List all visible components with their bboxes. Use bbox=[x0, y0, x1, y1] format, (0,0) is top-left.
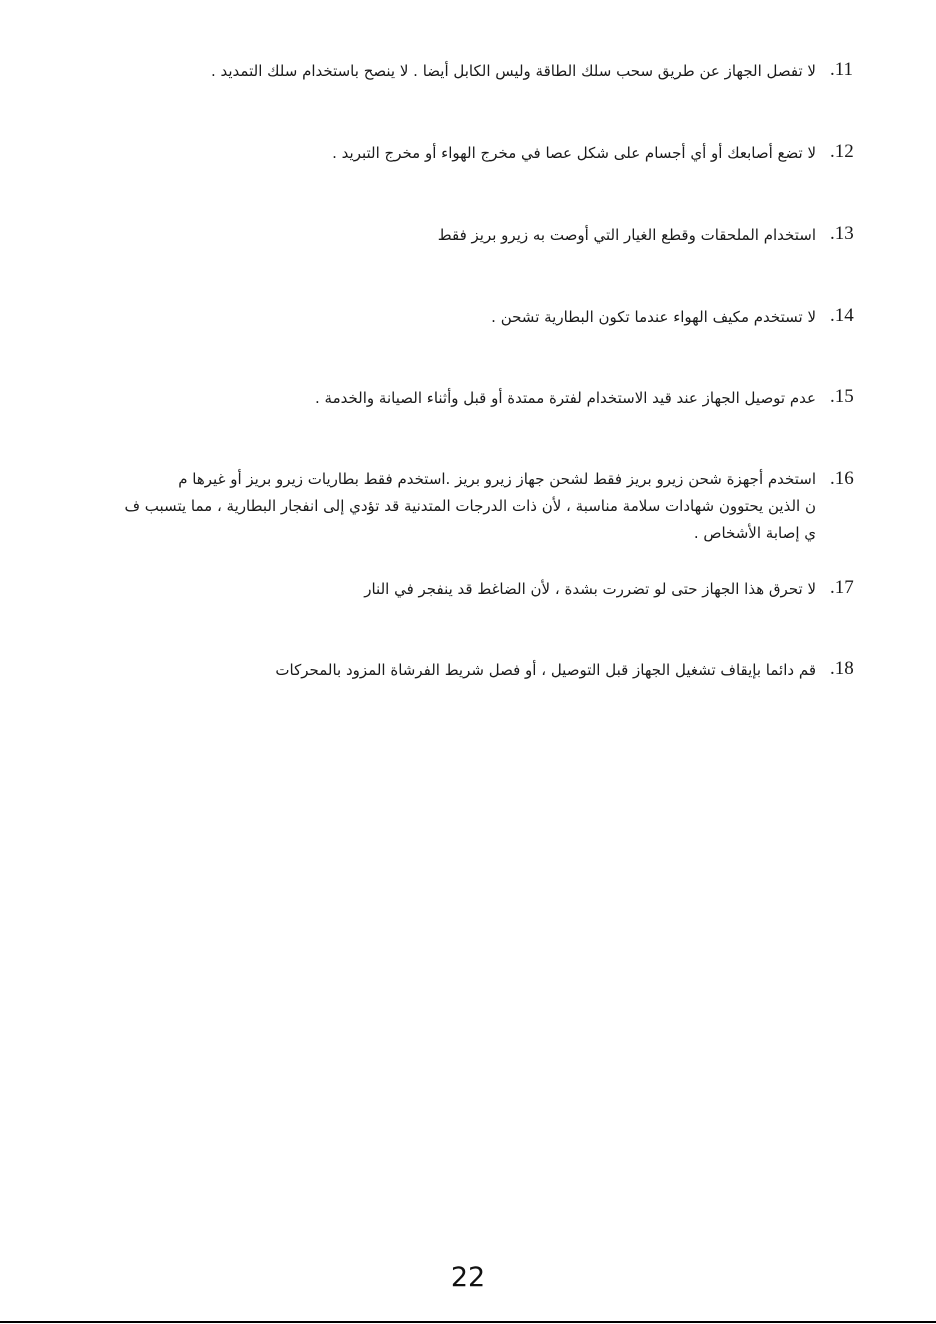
item-text: عدم توصيل الجهاز عند قيد الاستخدام لفترة ممتدة أو قبل وأثناء الصيانة والخدمة . bbox=[315, 389, 816, 407]
item-number: .15 bbox=[830, 386, 854, 407]
item-text: لا تستخدم مكيف الهواء عندما تكون البطارية تشحن . bbox=[491, 308, 816, 326]
item-text: لا تحرق هذا الجهاز حتى لو تضررت بشدة ، لأن الضاغط قد ينفجر في النار bbox=[364, 580, 816, 598]
item-text: لا تفصل الجهاز عن طريق سحب سلك الطاقة وليس الكابل أيضا . لا ينصح باستخدام سلك التمديد . bbox=[210, 62, 816, 80]
item-number: .16 bbox=[830, 468, 854, 489]
item-number: .11 bbox=[830, 59, 854, 80]
page-number: 22 bbox=[450, 1262, 486, 1293]
item-text: استخدام الملحقات وقطع الغيار التي أوصت به زيرو بريز فقط bbox=[437, 226, 816, 244]
item-number: .17 bbox=[830, 577, 854, 598]
item-text-line-1: استخدم أجهزة شحن زيرو بريز فقط لشحن جهاز زيرو بريز .استخدم فقط بطاريات زيرو بريز أو غيرها م bbox=[178, 470, 816, 488]
item-text-line-2: ن الذين يحتوون شهادات سلامة مناسبة ، لأن ذات الدرجات المتدنية قد تؤدي إلى انفجار البطارية ، مما يتسبب ف bbox=[124, 497, 816, 515]
item-number: .12 bbox=[830, 141, 854, 162]
item-text-line-3: ي إصابة الأشخاص . bbox=[693, 524, 816, 542]
item-number: .14 bbox=[830, 305, 854, 326]
item-number: .18 bbox=[830, 658, 854, 679]
page-bottom-divider bbox=[0, 1321, 936, 1323]
item-text: لا تضع أصابعك أو أي أجسام على شكل عصا في مخرج الهواء أو مخرج التبريد . bbox=[332, 144, 816, 162]
item-number: .13 bbox=[830, 223, 854, 244]
item-text: قم دائما بإيقاف تشغيل الجهاز قبل التوصيل ، أو فصل شريط الفرشاة المزود بالمحركات bbox=[275, 661, 816, 679]
